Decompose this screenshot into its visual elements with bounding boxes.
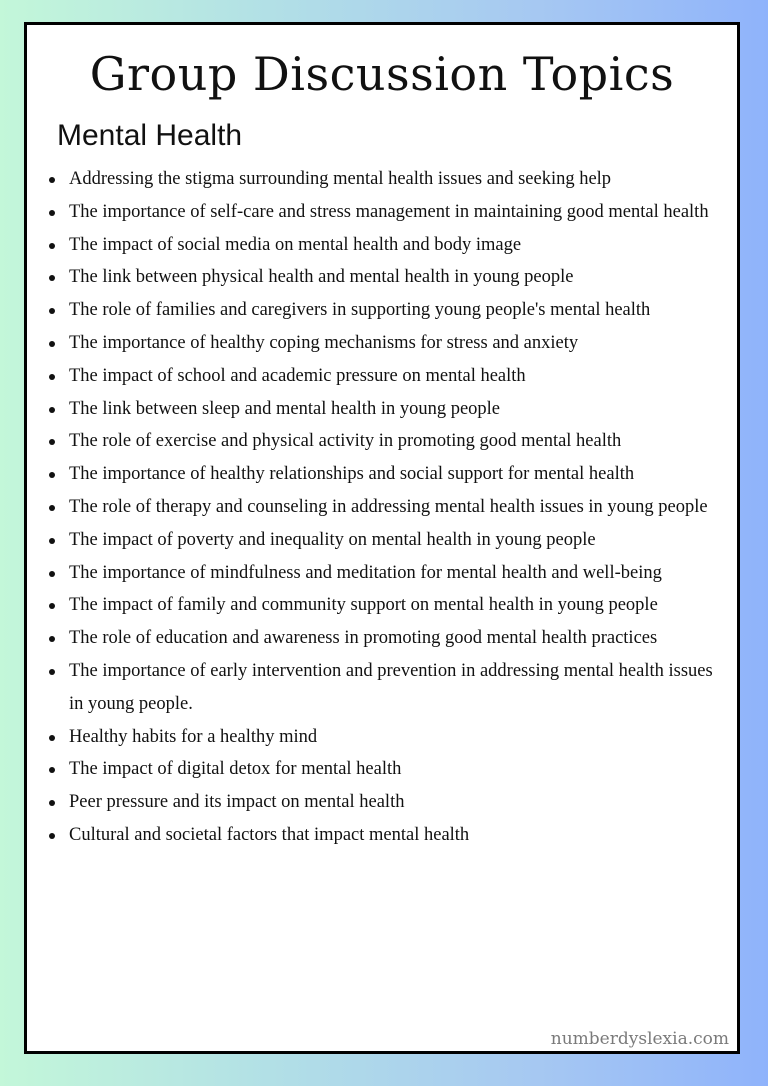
list-item: The impact of digital detox for mental health [45,753,727,786]
list-item: The importance of early intervention and prevention in addressing mental health issues in young people. [45,655,727,721]
list-item: The impact of school and academic pressure on mental health [45,360,727,393]
list-item: The importance of mindfulness and meditation for mental health and well-being [45,557,727,590]
list-item: The role of education and awareness in promoting good mental health practices [45,622,727,655]
list-item: The role of therapy and counseling in addressing mental health issues in young people [45,491,727,524]
list-item: The link between sleep and mental health in young people [45,393,727,426]
list-item: The role of families and caregivers in supporting young people's mental health [45,294,727,327]
list-item: The role of exercise and physical activity in promoting good mental health [45,425,727,458]
list-item: Cultural and societal factors that impact mental health [45,819,727,852]
list-item: Peer pressure and its impact on mental health [45,786,727,819]
document-card [24,22,740,1054]
list-item: The impact of family and community support on mental health in young people [45,589,727,622]
list-item: The impact of social media on mental health and body image [45,229,727,262]
list-item: The link between physical health and mental health in young people [45,261,727,294]
topic-list [45,163,727,852]
watermark: numberdyslexia.com [550,1029,729,1049]
list-item: The impact of poverty and inequality on mental health in young people [45,524,727,557]
list-item: Healthy habits for a healthy mind [45,721,727,754]
list-item: Addressing the stigma surrounding mental health issues and seeking help [45,163,727,196]
list-item: The importance of healthy coping mechanisms for stress and anxiety [45,327,727,360]
page-title: Group Discussion Topics [89,47,675,101]
section-heading: Mental Health [57,119,243,152]
list-item: The importance of healthy relationships and social support for mental health [45,458,727,491]
list-item: The importance of self-care and stress management in maintaining good mental health [45,196,727,229]
